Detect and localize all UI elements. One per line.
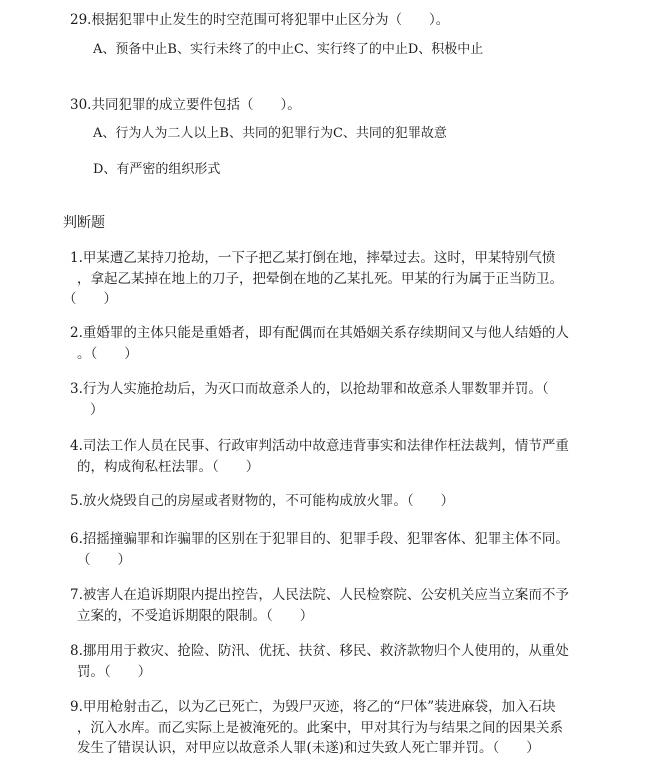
tf-question-7-line-1: 7.被害人在追诉期限内提出控告，人民法院、人民检察院、公安机关应当立案而不予	[70, 587, 569, 603]
question-30-options-line2: D、有严密的组织形式	[93, 162, 221, 177]
tf-question-8-line-1: 8.挪用用于救灾、抢险、防汛、优抚、扶贫、移民、救济款物归个人使用的，从重处	[70, 643, 569, 659]
tf-question-3-line-1: 3.行为人实施抢劫后，为灭口而故意杀人的，以抢劫罪和故意杀人罪数罪并罚。（	[70, 381, 549, 397]
tf-question-8-line-2: 罚。（ ）	[77, 663, 152, 680]
tf-question-3	[70, 379, 590, 420]
tf-question-8	[70, 641, 590, 682]
tf-question-7	[70, 585, 590, 626]
tf-question-4	[70, 436, 590, 477]
tf-question-9-line-2: ，沉入水库。而乙实际上是被淹死的。此案中，甲对其行为与结果之间的因果关系	[77, 719, 563, 736]
question-30-options-line1: A、行为人为二人以上B、共同的犯罪行为C、共同的犯罪故意	[93, 126, 447, 141]
section-title-true-false: 判断题	[63, 215, 105, 231]
tf-question-6	[70, 529, 590, 570]
tf-question-7-line-2: 立案的，不受追诉期限的限制。（ ）	[77, 607, 314, 624]
question-30-title: 30.共同犯罪的成立要件包括（ ）。	[70, 97, 301, 113]
tf-question-2-line-2: 。（ ）	[77, 345, 138, 362]
tf-question-1-line-2: ，拿起乙某掉在地上的刀子，把晕倒在地的乙某扎死。甲某的行为属于正当防卫。	[77, 270, 563, 287]
tf-question-9	[70, 697, 590, 759]
tf-question-9-line-1: 9.甲用枪射击乙，以为乙已死亡，为毁尸灭迹，将乙的“尸体”装进麻袋，加入石块	[70, 699, 556, 715]
tf-question-1-line-1: 1.甲某遭乙某持刀抢劫，一下子把乙某打倒在地，摔晕过去。这时，甲某特别气愤	[70, 250, 556, 266]
tf-question-4-line-1: 4.司法工作人员在民事、行政审判活动中故意违背事实和法律作枉法裁判，情节严重	[70, 438, 569, 454]
tf-question-5	[70, 491, 590, 512]
tf-question-5-line-1: 5.放火烧毁自己的房屋或者财物的，不可能构成放火罪。（ ）	[70, 493, 455, 509]
question-29-title: 29.根据犯罪中止发生的时空范围可将犯罪中止区分为（ ）。	[70, 12, 450, 28]
tf-question-1-line-3: （ ）	[63, 291, 117, 307]
tf-question-2	[70, 323, 590, 364]
tf-question-6-line-1: 6.招摇撞骗罪和诈骗罪的区别在于犯罪目的、犯罪手段、犯罪客体、犯罪主体不同。	[70, 531, 569, 547]
tf-question-9-line-3: 发生了错误认识，对甲应以故意杀人罪(未遂)和过失致人死亡罪并罚。（ ）	[77, 740, 540, 756]
question-29-options: A、预备中止B、实行未终了的中止C、实行终了的中止D、积极中止	[93, 42, 484, 57]
tf-question-4-line-2: 的，构成徇私枉法罪。（ ）	[77, 458, 260, 475]
tf-question-6-line-2: （ ）	[77, 551, 131, 568]
tf-question-1	[63, 248, 590, 310]
tf-question-2-line-1: 2.重婚罪的主体只能是重婚者，即有配偶而在其婚姻关系存续期间又与他人结婚的人	[70, 325, 569, 341]
tf-question-3-line-2: ）	[90, 401, 104, 418]
